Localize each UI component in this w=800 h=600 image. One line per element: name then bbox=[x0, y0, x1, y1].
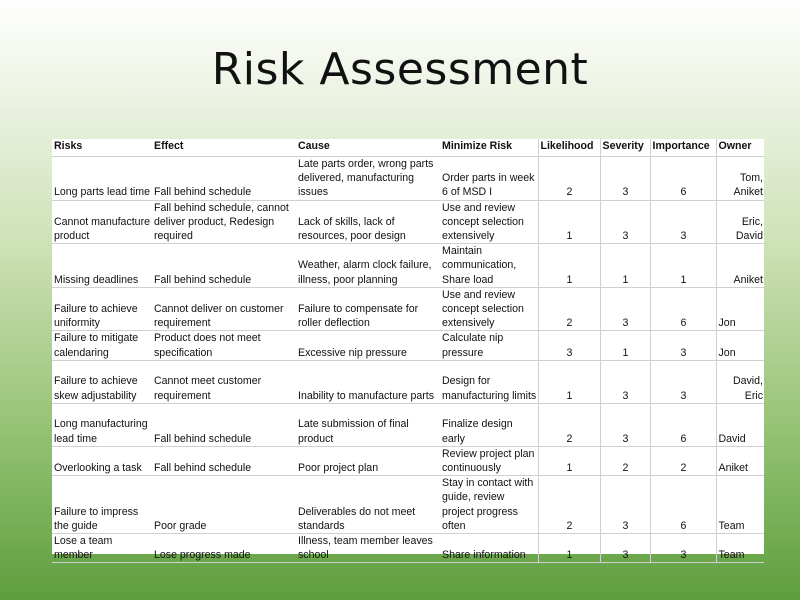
cell-likelihood: 1 bbox=[538, 360, 600, 403]
cell-effect: Cannot meet customer requirement bbox=[152, 360, 296, 403]
header-minimize-risk: Minimize Risk bbox=[440, 139, 538, 157]
cell-cause: Illness, team member leaves school bbox=[296, 534, 440, 563]
table-row bbox=[52, 331, 764, 360]
cell-likelihood: 1 bbox=[538, 200, 600, 244]
cell-minimize-risk: Use and review concept selection extensively bbox=[440, 200, 538, 244]
slide-title: Risk Assessment bbox=[211, 44, 589, 95]
cell-risk: Lose a team member bbox=[52, 534, 152, 563]
cell-minimize-risk: Share information bbox=[440, 534, 538, 563]
cell-likelihood: 2 bbox=[538, 476, 600, 534]
cell-cause: Weather, alarm clock failure, illness, poor planning bbox=[296, 244, 440, 288]
cell-risk: Long parts lead time bbox=[52, 157, 152, 201]
table-row bbox=[52, 287, 764, 331]
table-row bbox=[52, 360, 764, 403]
cell-owner: David bbox=[716, 403, 764, 446]
risk-table-container bbox=[52, 139, 764, 562]
cell-effect: Fall behind schedule bbox=[152, 403, 296, 446]
cell-effect: Lose progress made bbox=[152, 534, 296, 563]
cell-owner: Aniket bbox=[716, 446, 764, 475]
cell-severity: 3 bbox=[600, 534, 650, 563]
cell-importance: 3 bbox=[650, 331, 716, 360]
header-risks: Risks bbox=[52, 139, 152, 157]
cell-severity: 1 bbox=[600, 331, 650, 360]
header-severity: Severity bbox=[600, 139, 650, 157]
cell-minimize-risk: Calculate nip pressure bbox=[440, 331, 538, 360]
cell-importance: 2 bbox=[650, 446, 716, 475]
cell-importance: 3 bbox=[650, 534, 716, 563]
cell-importance: 6 bbox=[650, 287, 716, 331]
cell-severity: 3 bbox=[600, 403, 650, 446]
cell-likelihood: 1 bbox=[538, 534, 600, 563]
cell-likelihood: 1 bbox=[538, 244, 600, 288]
cell-likelihood: 2 bbox=[538, 287, 600, 331]
cell-risk: Failure to mitigate calendaring bbox=[52, 331, 152, 360]
cell-minimize-risk: Use and review concept selection extensively bbox=[440, 287, 538, 331]
cell-minimize-risk: Order parts in week 6 of MSD I bbox=[440, 157, 538, 201]
cell-cause: Inability to manufacture parts bbox=[296, 360, 440, 403]
cell-owner: Tom, Aniket bbox=[716, 157, 764, 201]
header-cause: Cause bbox=[296, 139, 440, 157]
cell-cause: Failure to compensate for roller deflection bbox=[296, 287, 440, 331]
table-row bbox=[52, 244, 764, 288]
header-likelihood: Likelihood bbox=[538, 139, 600, 157]
cell-effect: Cannot deliver on customer requirement bbox=[152, 287, 296, 331]
cell-severity: 2 bbox=[600, 446, 650, 475]
cell-owner: Eric, David bbox=[716, 200, 764, 244]
cell-severity: 3 bbox=[600, 476, 650, 534]
cell-cause: Poor project plan bbox=[296, 446, 440, 475]
table-row bbox=[52, 157, 764, 201]
cell-risk: Long manufacturing lead time bbox=[52, 403, 152, 446]
cell-importance: 6 bbox=[650, 403, 716, 446]
cell-severity: 3 bbox=[600, 287, 650, 331]
cell-minimize-risk: Stay in contact with guide, review project progress often bbox=[440, 476, 538, 534]
cell-effect: Fall behind schedule bbox=[152, 157, 296, 201]
cell-minimize-risk: Maintain communication, Share load bbox=[440, 244, 538, 288]
cell-cause: Lack of skills, lack of resources, poor design bbox=[296, 200, 440, 244]
table-header-row bbox=[52, 139, 764, 157]
cell-risk: Failure to achieve skew adjustability bbox=[52, 360, 152, 403]
cell-importance: 1 bbox=[650, 244, 716, 288]
risk-table bbox=[52, 139, 764, 563]
table-row bbox=[52, 476, 764, 534]
cell-risk: Overlooking a task bbox=[52, 446, 152, 475]
cell-importance: 6 bbox=[650, 476, 716, 534]
cell-minimize-risk: Finalize design early bbox=[440, 403, 538, 446]
cell-likelihood: 2 bbox=[538, 157, 600, 201]
cell-owner: Jon bbox=[716, 331, 764, 360]
cell-severity: 3 bbox=[600, 200, 650, 244]
cell-effect: Fall behind schedule bbox=[152, 244, 296, 288]
cell-owner: Team bbox=[716, 476, 764, 534]
cell-severity: 1 bbox=[600, 244, 650, 288]
cell-cause: Deliverables do not meet standards bbox=[296, 476, 440, 534]
cell-owner: Jon bbox=[716, 287, 764, 331]
cell-likelihood: 2 bbox=[538, 403, 600, 446]
header-effect: Effect bbox=[152, 139, 296, 157]
cell-risk: Cannot manufacture product bbox=[52, 200, 152, 244]
cell-risk: Failure to impress the guide bbox=[52, 476, 152, 534]
cell-owner: David, Eric bbox=[716, 360, 764, 403]
cell-severity: 3 bbox=[600, 360, 650, 403]
cell-cause: Late parts order, wrong parts delivered, manufacturing issues bbox=[296, 157, 440, 201]
header-importance: Importance bbox=[650, 139, 716, 157]
cell-cause: Excessive nip pressure bbox=[296, 331, 440, 360]
cell-effect: Fall behind schedule bbox=[152, 446, 296, 475]
cell-effect: Fall behind schedule, cannot deliver product, Redesign required bbox=[152, 200, 296, 244]
cell-likelihood: 1 bbox=[538, 446, 600, 475]
cell-importance: 3 bbox=[650, 200, 716, 244]
header-owner: Owner bbox=[716, 139, 764, 157]
cell-risk: Missing deadlines bbox=[52, 244, 152, 288]
cell-minimize-risk: Review project plan continuously bbox=[440, 446, 538, 475]
cell-severity: 3 bbox=[600, 157, 650, 201]
table-row bbox=[52, 403, 764, 446]
cell-effect: Poor grade bbox=[152, 476, 296, 534]
cell-risk: Failure to achieve uniformity bbox=[52, 287, 152, 331]
cell-importance: 6 bbox=[650, 157, 716, 201]
cell-effect: Product does not meet specification bbox=[152, 331, 296, 360]
table-row bbox=[52, 446, 764, 475]
table-row bbox=[52, 200, 764, 244]
cell-owner: Aniket bbox=[716, 244, 764, 288]
cell-owner: Team bbox=[716, 534, 764, 563]
cell-cause: Late submission of final product bbox=[296, 403, 440, 446]
cell-minimize-risk: Design for manufacturing limits bbox=[440, 360, 538, 403]
cell-importance: 3 bbox=[650, 360, 716, 403]
table-row bbox=[52, 534, 764, 563]
cell-likelihood: 3 bbox=[538, 331, 600, 360]
